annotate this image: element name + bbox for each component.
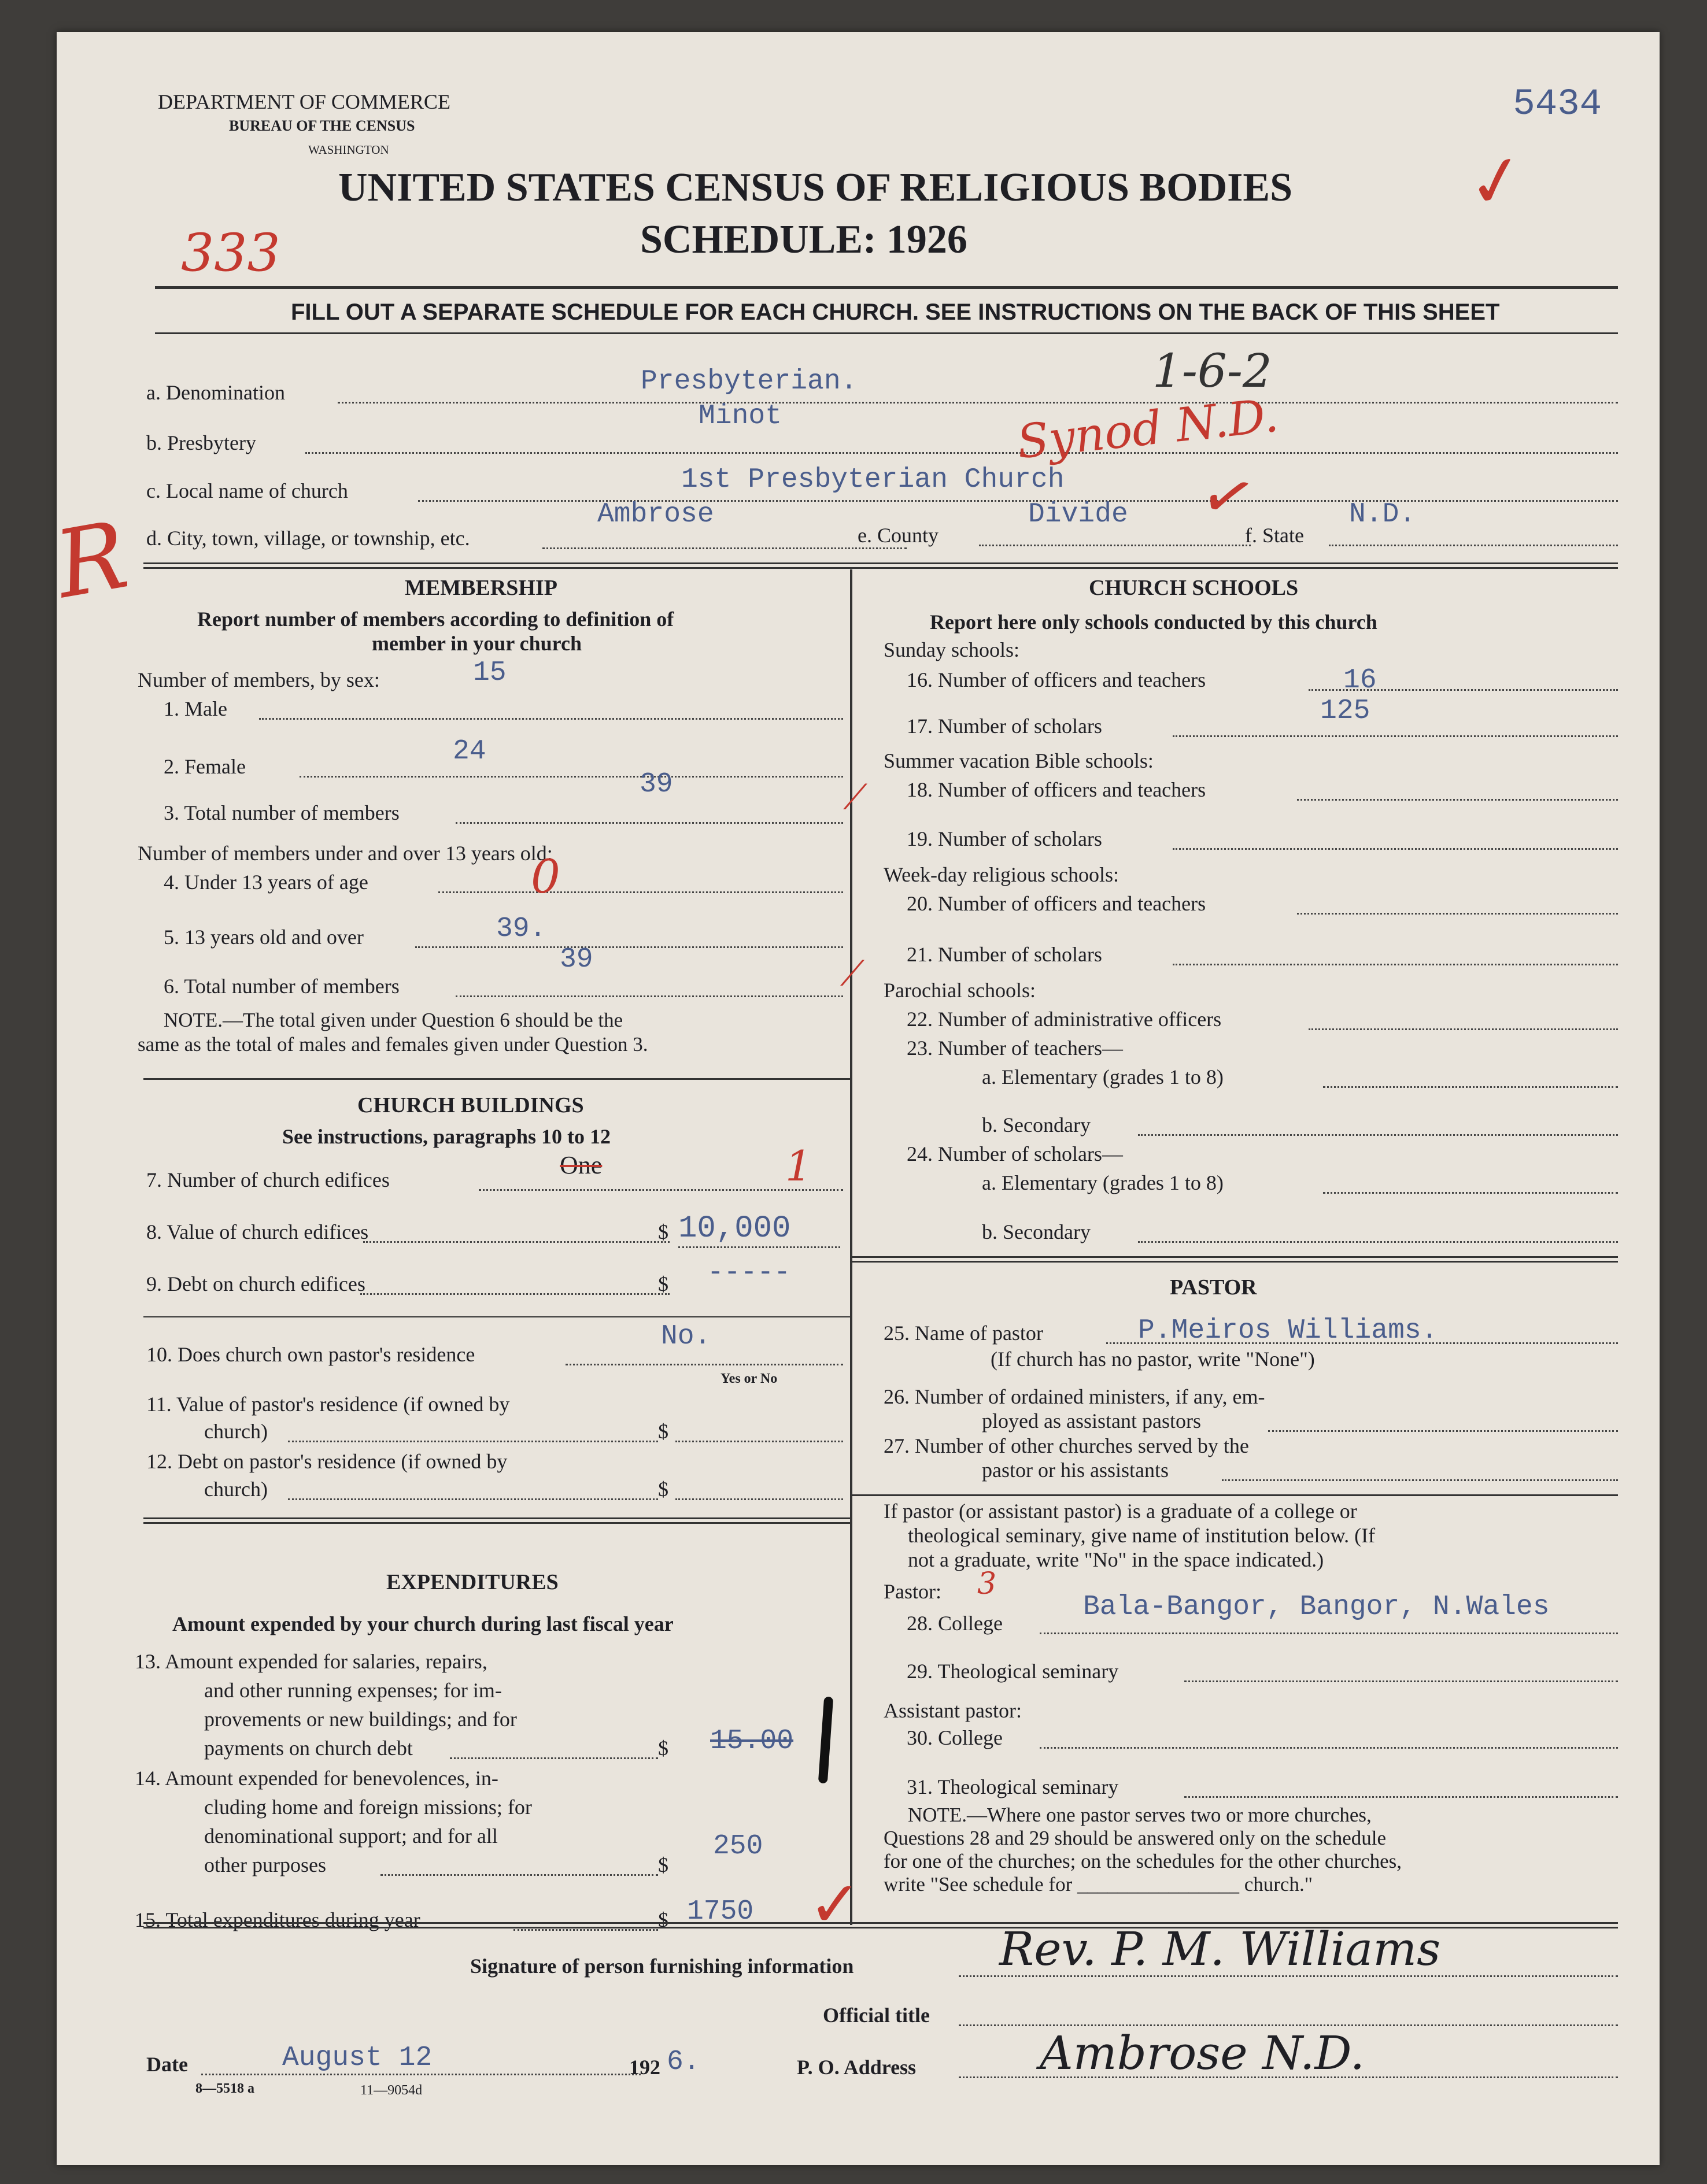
q15-value[interactable]: 1750 [687,1896,754,1927]
q7-label: 7. Number of church edifices [146,1168,390,1191]
year-prefix: 192 [629,2056,660,2079]
date-label: Date [146,2053,188,2076]
q13-value[interactable]: 15.00 [710,1726,794,1757]
po-label: P. O. Address [797,2056,917,2079]
q20-label: 20. Number of officers and teachers [907,892,1206,915]
q13-label-a: 13. Amount expended for salaries, repairs, [135,1650,487,1673]
q15-dollar: $ [658,1908,668,1931]
q8-label: 8. Value of church edifices [146,1220,369,1243]
form-no: 8—5518 a [195,2081,254,2096]
year-suffix[interactable]: 6. [667,2046,700,2078]
q24b-label: b. Secondary [982,1220,1091,1243]
dept-line: DEPARTMENT OF COMMERCE [158,90,450,113]
pastor-annotation: 3 [977,1567,997,1601]
q26-label-b: ployed as assistant pastors [982,1409,1201,1432]
synod-annotation: Synod N.D. [1014,388,1281,469]
signature-value[interactable]: Rev. P. M. Williams [999,1922,1441,1976]
denomination-label: a. Denomination [146,381,285,404]
grad-line-1: If pastor (or assistant pastor) is a graduate of a college or [884,1500,1357,1523]
q17-value[interactable]: 125 [1320,695,1370,727]
q11-label-a: 11. Value of pastor's residence (if owned by [146,1393,510,1416]
q16-label: 16. Number of officers and teachers [907,668,1206,691]
q11-label-b: church) [204,1420,268,1443]
po-value[interactable]: Ambrose N.D. [1040,2026,1365,2080]
q26-label-a: 26. Number of ordained ministers, if any, em- [884,1385,1265,1408]
pastor-note-2: Questions 28 and 29 should be answered only on the schedule [884,1827,1387,1849]
q19-label: 19. Number of scholars [907,827,1102,850]
q28-label: 28. College [907,1612,1003,1635]
schools-intro: Report here only schools conducted by this church [930,610,1377,634]
q24-label: 24. Number of scholars— [907,1142,1123,1165]
q8-value[interactable]: 10,000 [678,1211,840,1248]
members-by-sex-value[interactable]: 15 [473,657,507,688]
checkmark-icon: ✓ [1461,139,1532,225]
print-no: 11—9054d [360,2083,423,2098]
schools-title: CHURCH SCHOOLS [1089,576,1299,600]
q5-label: 5. 13 years old and over [164,926,364,949]
q24a-label: a. Elementary (grades 1 to 8) [982,1171,1224,1194]
q30-label: 30. College [907,1726,1003,1749]
weekday-label: Week-day religious schools: [884,863,1119,886]
q3-label: 3. Total number of members [164,801,400,824]
expenditures-title: EXPENDITURES [386,1570,559,1594]
q23-label: 23. Number of teachers— [907,1037,1123,1060]
q23b-label: b. Secondary [982,1113,1091,1137]
date-value[interactable]: August 12 [282,2042,433,2074]
q14-label-a: 14. Amount expended for benevolences, in- [135,1767,498,1790]
annotation-333: 333 [181,223,280,283]
q13-label-d: payments on church debt [204,1737,413,1760]
q3-value[interactable]: 39 [640,769,673,800]
instruction-banner: FILL OUT A SEPARATE SCHEDULE FOR EACH CHURCH. SEE INSTRUCTIONS ON THE BACK OF THIS SHEET [291,299,1500,325]
q2-label: 2. Female [164,755,246,778]
q25-value[interactable]: P.Meiros Williams. [1138,1315,1438,1346]
q31-label: 31. Theological seminary [907,1775,1119,1798]
pastor-title: PASTOR [1170,1275,1257,1300]
q12-label-a: 12. Debt on pastor's residence (if owned by [146,1450,508,1473]
q6-label: 6. Total number of members [164,975,400,998]
q13-label-b: and other running expenses; for im- [204,1679,502,1702]
membership-note-1: NOTE.—The total given under Question 6 should be the [164,1009,623,1031]
q7-value[interactable]: One [560,1151,603,1179]
form-number: 5434 [1513,84,1602,125]
q5-value[interactable]: 39. [496,913,546,945]
presbytery-label: b. Presbytery [146,431,256,454]
q14-label-c: denominational support; and for all [204,1824,498,1848]
q6-check-icon: ⟋ [840,954,864,993]
grad-line-2: theological seminary, give name of institution below. (If [908,1524,1376,1547]
age-label: Number of members under and over 13 years old: [138,842,553,865]
q4-label: 4. Under 13 years of age [164,871,368,894]
pastor-note-3: for one of the churches; on the schedules for the other churches, [884,1850,1402,1872]
q7-annotation: 1 [785,1142,812,1190]
sunday-label: Sunday schools: [884,638,1020,661]
assistant-label: Assistant pastor: [884,1699,1022,1722]
q15-label: 15. Total expenditures during year [135,1908,420,1931]
red-tick-icon: ✓ [1193,456,1263,538]
county-label: e. County [858,524,939,547]
membership-intro-2: member in your church [372,632,582,655]
q14-label-b: cluding home and foreign missions; for [204,1796,532,1819]
form-title: UNITED STATES CENSUS OF RELIGIOUS BODIES [338,165,1293,210]
q16-value[interactable]: 16 [1343,665,1377,696]
official-title-label: Official title [823,2004,930,2027]
q10-value[interactable]: No. [661,1321,711,1352]
signature-label: Signature of person furnishing information [470,1955,854,1978]
q13-label-c: provements or new buildings; and for [204,1708,517,1731]
state-value[interactable]: N.D. [1349,499,1416,530]
pastor-note-4: write "See schedule for ________________ church." [884,1873,1313,1896]
city-label: d. City, town, village, or township, etc. [146,527,470,550]
membership-note-2: same as the total of males and females given under Question 3. [138,1033,648,1056]
q12-dollar: $ [658,1478,668,1501]
q15-check-icon: ✓ [808,1870,862,1940]
summer-label: Summer vacation Bible schools: [884,749,1154,772]
denomination-value[interactable]: Presbyterian. [641,366,858,397]
q10-label: 10. Does church own pastor's residence [146,1343,475,1366]
city-value[interactable]: Ambrose [597,499,714,530]
buildings-sub: See instructions, paragraphs 10 to 12 [282,1125,611,1148]
q18-label: 18. Number of officers and teachers [907,778,1206,801]
q17-label: 17. Number of scholars [907,715,1102,738]
q21-label: 21. Number of scholars [907,943,1102,966]
bureau-line: BUREAU OF THE CENSUS [229,117,415,134]
q11-dollar: $ [658,1420,668,1443]
q23a-label: a. Elementary (grades 1 to 8) [982,1065,1224,1089]
q22-label: 22. Number of administrative officers [907,1008,1222,1031]
code-annotation: 1-6-2 [1152,344,1272,398]
q9-label: 9. Debt on church edifices [146,1272,365,1295]
members-by-sex-label: Number of members, by sex: [138,668,380,691]
expenditures-sub: Amount expended by your church during last fiscal year [172,1612,674,1635]
q2-value[interactable]: 24 [453,736,486,767]
q3-check-icon: ⟋ [843,778,867,816]
presbytery-value[interactable]: Minot [699,401,782,432]
buildings-title: CHURCH BUILDINGS [357,1093,584,1117]
membership-title: MEMBERSHIP [405,576,557,600]
q13-dollar: $ [658,1737,668,1760]
q14-value[interactable]: 250 [713,1831,763,1862]
parochial-label: Parochial schools: [884,979,1036,1002]
q6-value[interactable]: 39 [560,944,593,975]
church-name-label: c. Local name of church [146,479,348,502]
q4-value[interactable]: 0 [531,850,560,904]
city-line: WASHINGTON [308,143,389,157]
q28-value[interactable]: Bala-Bangor, Bangor, N.Wales [1083,1591,1550,1623]
q27-label-a: 27. Number of other churches served by the [884,1434,1249,1457]
ink-stroke [818,1697,833,1784]
q29-label: 29. Theological seminary [907,1660,1119,1683]
grad-line-3: not a graduate, write "No" in the space indicated.) [908,1548,1324,1571]
pastor-label: Pastor: [884,1580,942,1603]
membership-intro-1: Report number of members according to definition of [197,608,674,631]
yes-no-hint: Yes or No [721,1371,778,1386]
state-label: f. State [1245,524,1304,547]
q14-label-d: other purposes [204,1853,326,1876]
q25-note: (If church has no pastor, write "None") [991,1348,1315,1371]
q9-value[interactable]: ----- [707,1257,791,1289]
pastor-note-1: NOTE.—Where one pastor serves two or more churches, [908,1804,1372,1826]
census-form-sheet [47,32,1660,2165]
q9-dollar: $ [658,1272,668,1295]
church-name-value[interactable]: 1st Presbyterian Church [681,464,1065,495]
schedule-title: SCHEDULE: 1926 [640,217,967,262]
q12-label-b: church) [204,1478,268,1501]
q27-label-b: pastor or his assistants [982,1459,1169,1482]
county-value[interactable]: Divide [1028,499,1128,530]
q25-label: 25. Name of pastor [884,1321,1043,1345]
q14-dollar: $ [658,1853,668,1876]
q8-dollar: $ [658,1220,668,1243]
q1-label: 1. Male [164,697,227,720]
margin-r-annotation: R [47,500,135,620]
